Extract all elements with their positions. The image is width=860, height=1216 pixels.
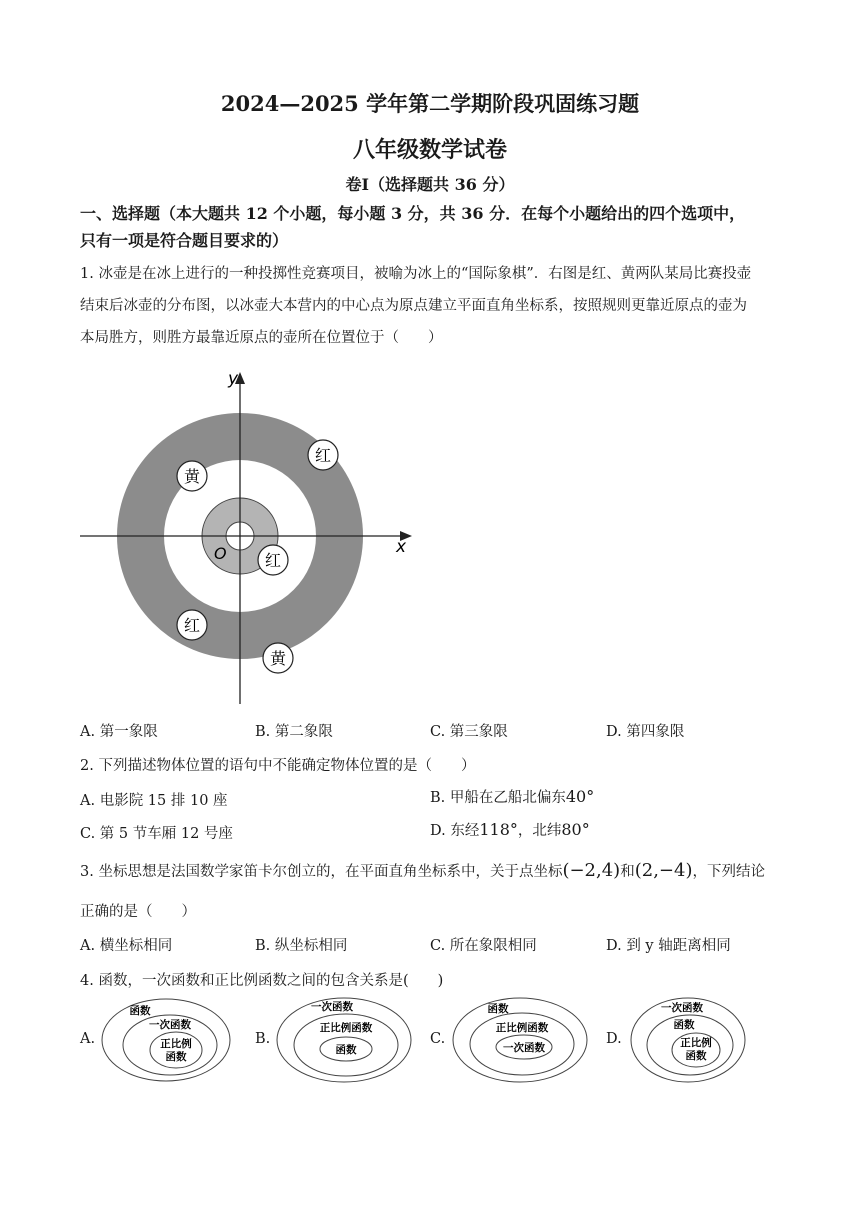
exam-subtitle: 八年级数学试卷	[352, 137, 507, 163]
q2-stem: 2. 下列描述物体位置的语句中不能确定物体位置的是（ ）	[80, 758, 476, 774]
inner-label-2: 函数	[685, 1050, 707, 1062]
exam-title: 2024—2025 学年第二学期阶段巩固练习题	[220, 91, 640, 116]
q3-stem-b: ，下列结论	[692, 864, 765, 880]
q2-option-d-latitude: 80°	[561, 820, 590, 839]
q1-option-a[interactable]: A. 第一象限	[80, 724, 158, 740]
outer-label: 一次函数	[311, 1001, 353, 1013]
middle-label: 函数	[673, 1019, 695, 1031]
stone-label: 红	[314, 446, 332, 465]
q2-option-a[interactable]: A. 电影院 15 排 10 座	[80, 793, 228, 809]
q4-stem: 4. 函数，一次函数和正比例函数之间的包含关系是( )	[80, 973, 444, 989]
q2-option-d-prefix: D. 东经	[430, 823, 480, 839]
middle-label: 正比例函数	[319, 1022, 373, 1034]
outer-label: 函数	[129, 1005, 151, 1017]
q4-option-b-diagram[interactable]	[274, 995, 414, 1085]
section-heading-line1: 一、选择题（本大题共 12 个小题，每小题 3 分，共 36 分．在每个小题给出的四个选项中，	[80, 204, 746, 223]
q4-option-a-label[interactable]: A.	[80, 1031, 96, 1047]
inner-label-1: 函数	[335, 1044, 357, 1056]
q2-option-d-longitude: 118°	[479, 820, 518, 839]
stone-yellow-q2	[177, 461, 207, 491]
q2-option-b-text: B. 甲船在乙船北偏东	[430, 790, 566, 806]
stone-label: 红	[183, 616, 201, 635]
q3-stem-a: 3. 坐标思想是法国数学家笛卡尔创立的，在平面直角坐标系中，关于点坐标	[80, 864, 563, 880]
q4-option-d-label[interactable]: D.	[606, 1031, 622, 1047]
inner-label-1: 正比例	[160, 1038, 192, 1050]
q4-option-d-diagram[interactable]	[628, 995, 748, 1085]
stone-red-q1	[308, 440, 338, 470]
stone-label: 黄	[269, 649, 287, 668]
stone-red-q3	[177, 610, 207, 640]
q4-option-a-diagram[interactable]	[100, 997, 232, 1083]
q1-stem-line2: 结束后冰壶的分布图，以冰壶大本营内的中心点为原点建立平面直角坐标系，按照规则更靠近原点的壶为	[80, 298, 747, 314]
q2-option-b-angle: 40°	[565, 787, 595, 806]
q3-point-1: (−2,4)	[562, 860, 621, 881]
q3-stem-line2: 正确的是（ ）	[80, 904, 196, 920]
q2-option-b[interactable]	[430, 786, 594, 807]
q2-option-d-mid: ，北纬	[517, 823, 562, 839]
outer-label: 函数	[487, 1003, 509, 1015]
q3-option-a[interactable]: A. 横坐标相同	[80, 938, 173, 954]
outer-label: 一次函数	[661, 1002, 703, 1014]
q2-option-d[interactable]	[430, 819, 590, 840]
q3-option-b[interactable]: B. 纵坐标相同	[255, 938, 348, 954]
q3-and: 和	[620, 864, 635, 880]
middle-label: 一次函数	[149, 1019, 191, 1031]
y-axis-label: y	[228, 369, 239, 389]
x-axis-label: x	[396, 537, 407, 557]
stone-yellow-q4	[263, 643, 293, 673]
q2-option-c[interactable]: C. 第 5 节车厢 12 号座	[80, 826, 233, 842]
q4-option-c-diagram[interactable]	[450, 995, 590, 1085]
stone-label: 红	[264, 551, 282, 570]
q4-option-c-label[interactable]: C.	[430, 1031, 446, 1047]
stone-red-q4	[258, 545, 288, 575]
q1-option-d[interactable]: D. 第四象限	[606, 724, 685, 740]
q4-option-b-label[interactable]: B.	[255, 1031, 271, 1047]
part-heading: 卷Ⅰ（选择题共 36 分）	[345, 175, 515, 194]
q3-option-c[interactable]: C. 所在象限相同	[430, 938, 537, 954]
middle-label: 正比例函数	[495, 1022, 549, 1034]
q1-option-b[interactable]: B. 第二象限	[255, 724, 333, 740]
q1-stem-line1: 1. 冰壶是在冰上进行的一种投掷性竞赛项目，被喻为冰上的“国际象棋”．右图是红、黄两队某局比赛投壶	[80, 266, 752, 282]
inner-label-1: 一次函数	[503, 1042, 545, 1054]
curling-diagram	[80, 362, 420, 707]
inner-label-1: 正比例	[680, 1037, 712, 1049]
origin-label: O	[214, 544, 227, 563]
q3-point-2: (2,−4)	[634, 860, 693, 881]
q1-stem-line3: 本局胜方，则胜方最靠近原点的壶所在位置位于（ ）	[80, 330, 443, 346]
q3-option-d[interactable]: D. 到 y 轴距离相同	[606, 938, 731, 954]
q3-stem-line1	[80, 860, 765, 881]
section-heading-line2: 只有一项是符合题目要求的）	[80, 231, 289, 250]
inner-label-2: 函数	[165, 1051, 187, 1063]
stone-label: 黄	[183, 467, 201, 486]
q1-option-c[interactable]: C. 第三象限	[430, 724, 508, 740]
